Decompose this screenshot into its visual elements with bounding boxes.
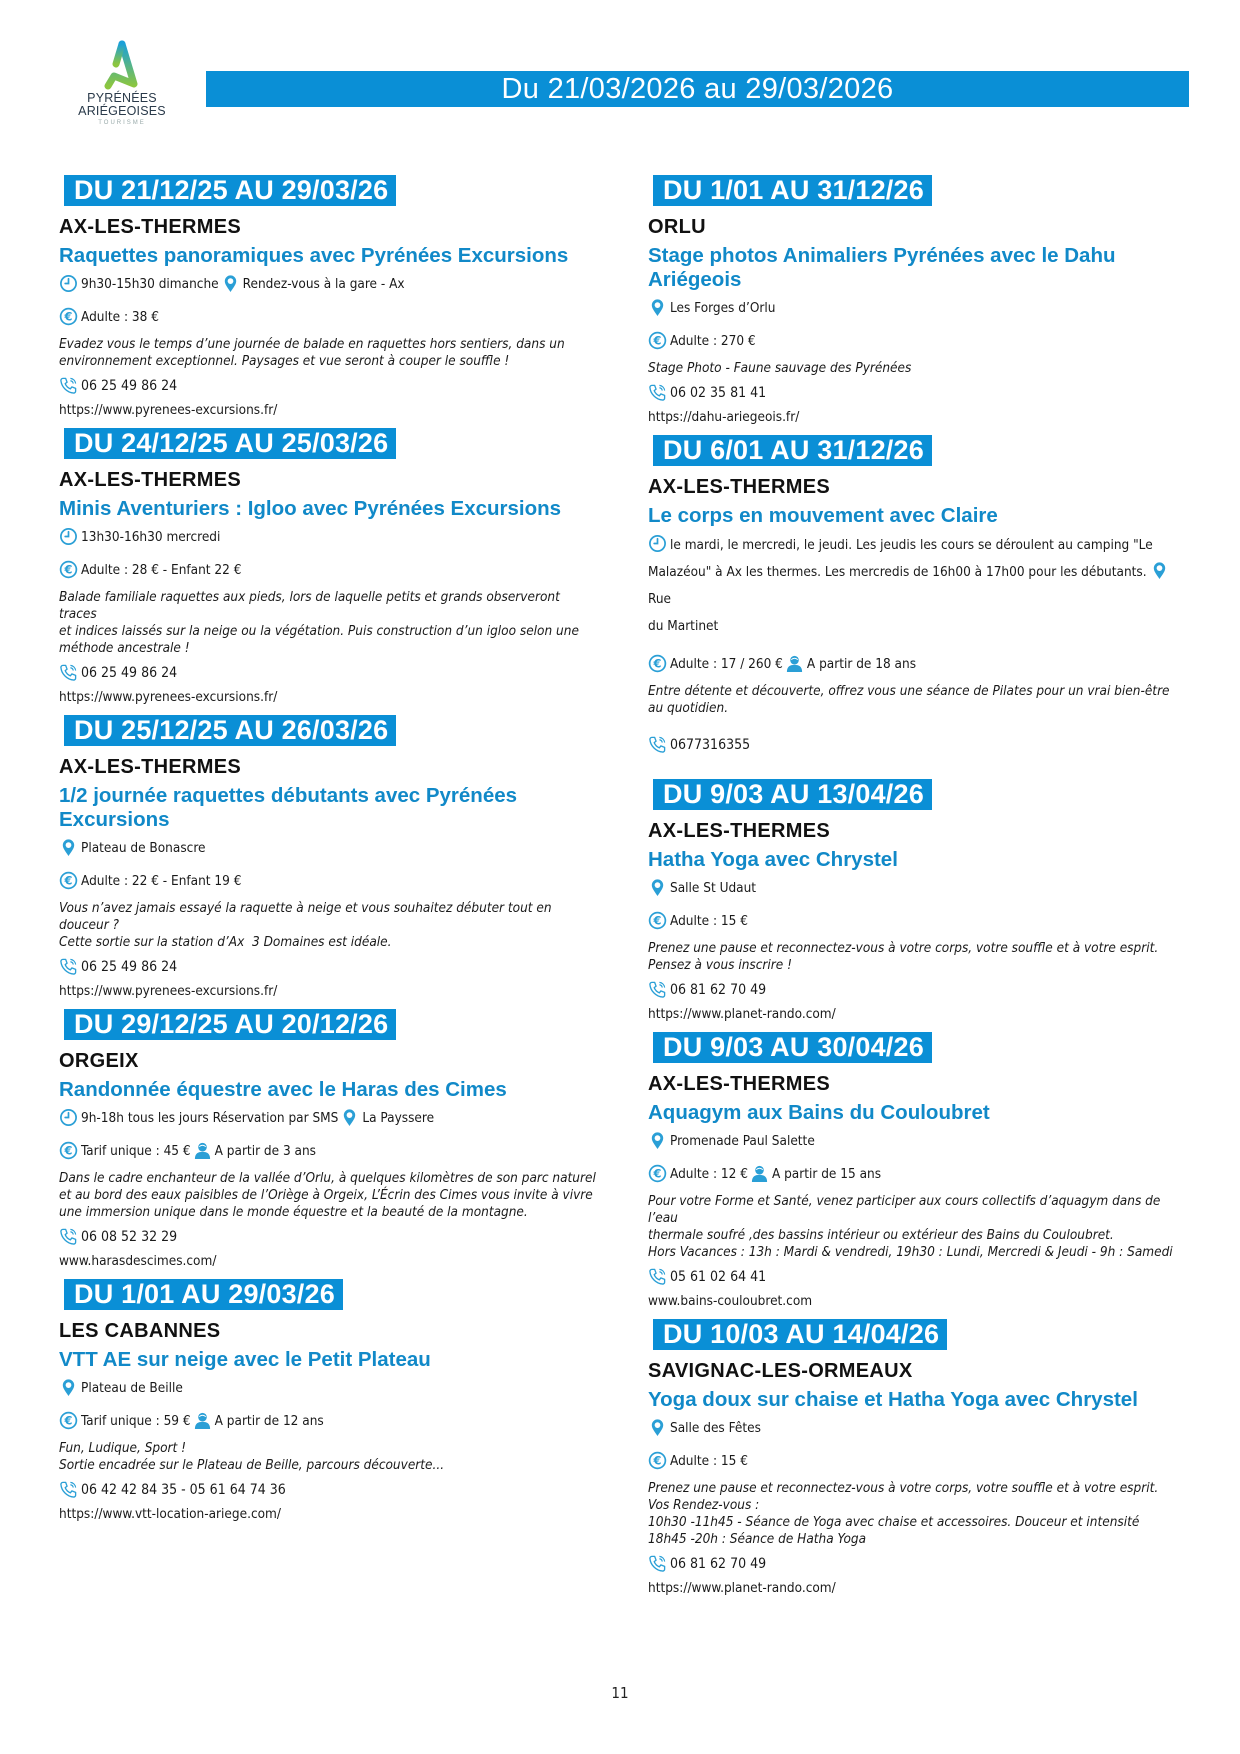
description-line: 18h45 -20h : Séance de Hatha Yoga	[648, 1531, 867, 1547]
price-text: Tarif unique : 59 €	[81, 1412, 191, 1429]
event-price-line	[59, 1411, 599, 1430]
event-description	[648, 940, 1193, 974]
euro-icon	[648, 1451, 667, 1470]
description-line: Stage Photo - Faune sauvage des Pyrénées	[648, 360, 912, 376]
description-line: Vos Rendez-vous :	[648, 1497, 760, 1513]
event-website-link[interactable]: www.harasdescimes.com/	[59, 1253, 217, 1269]
event-price-line	[59, 871, 599, 890]
event-price-line	[648, 1451, 1193, 1470]
event-date-badge: DU 6/01 AU 31/12/26	[653, 435, 932, 466]
description-line: au quotidien.	[648, 700, 729, 716]
event-info-line	[59, 1378, 599, 1397]
location-pin-icon	[59, 1378, 78, 1397]
event-date-badge: DU 9/03 AU 13/04/26	[653, 779, 932, 810]
price-text: Adulte : 270 €	[670, 332, 756, 349]
info-segment	[648, 1418, 761, 1437]
event-description	[59, 1170, 599, 1221]
age-requirement	[193, 1141, 316, 1160]
age-requirement	[750, 1164, 881, 1183]
event-phone[interactable]	[648, 1554, 1193, 1573]
event-card	[59, 175, 599, 419]
event-price-line	[59, 307, 599, 326]
event-phone[interactable]	[648, 980, 1193, 999]
price	[59, 560, 241, 579]
event-price-line	[648, 654, 1193, 673]
description-line: 10h30 -11h45 - Séance de Yoga avec chaise et accessoires. Douceur et intensité	[648, 1514, 1140, 1530]
event-info-line	[59, 274, 599, 293]
svg-text:€: €	[64, 1143, 73, 1158]
event-town: AX-LES-THERMES	[59, 756, 241, 778]
info-text: 9h30-15h30 dimanche	[81, 275, 219, 292]
person-icon	[750, 1164, 769, 1183]
event-website-link[interactable]: https://www.planet-rando.com/	[648, 1006, 836, 1022]
description-line: Dans le cadre enchanteur de la vallée d’Orlu, à quelques kilomètres de son parc naturel	[59, 1170, 596, 1186]
euro-icon	[648, 911, 667, 930]
price	[59, 307, 159, 326]
info-segment	[59, 838, 206, 857]
event-website-link[interactable]: www.bains-couloubret.com	[648, 1293, 813, 1309]
event-price-line	[648, 911, 1193, 930]
event-title[interactable]: Stage photos Animaliers Pyrénées avec le Dahu Ariégeois	[648, 244, 1116, 291]
event-title[interactable]: 1/2 journée raquettes débutants avec Pyrénées Excursions	[59, 784, 518, 831]
event-description	[59, 336, 599, 370]
event-info-line	[59, 1108, 599, 1127]
phone-number[interactable]: 06 42 42 84 35 - 05 61 64 74 36	[81, 1481, 286, 1498]
description-line: Sortie encadrée sur le Plateau de Beille, parcours découverte...	[59, 1457, 445, 1473]
event-card	[59, 428, 599, 706]
price	[59, 1141, 191, 1160]
event-town: ORLU	[648, 216, 706, 238]
euro-icon	[648, 1164, 667, 1183]
clock-icon	[648, 534, 667, 553]
event-website-link[interactable]: https://www.pyrenees-excursions.fr/	[59, 402, 278, 418]
price-text: Adulte : 15 €	[670, 1452, 748, 1469]
svg-text:€: €	[653, 1166, 662, 1181]
event-description	[59, 589, 599, 657]
event-title[interactable]: Yoga doux sur chaise et Hatha Yoga avec Chrystel	[648, 1388, 1138, 1411]
event-town: AX-LES-THERMES	[59, 216, 241, 238]
event-description	[648, 360, 1193, 377]
euro-icon	[648, 654, 667, 673]
price	[648, 654, 783, 673]
event-phone[interactable]	[648, 383, 1193, 402]
page-number: 11	[611, 1684, 629, 1702]
price	[59, 1411, 191, 1430]
event-title[interactable]: Hatha Yoga avec Chrystel	[648, 848, 898, 871]
price-text: A partir de 12 ans	[214, 1412, 324, 1429]
info-text: 13h30-16h30 mercredi	[81, 528, 221, 545]
event-date-badge: DU 1/01 AU 31/12/26	[653, 175, 932, 206]
location-pin-icon	[648, 878, 667, 897]
description-line: méthode ancestrale !	[59, 640, 190, 656]
event-website-link[interactable]: https://www.vtt-location-ariege.com/	[59, 1506, 281, 1522]
location-pin-icon	[648, 298, 667, 317]
phone-number[interactable]: 05 61 02 64 41	[670, 1268, 767, 1285]
schedule-text: le mardi, le mercredi, le jeudi. Les jeudis les cours se déroulent au camping "Le	[670, 537, 1153, 553]
event-phone[interactable]	[648, 735, 1193, 754]
event-info-line	[648, 1418, 1193, 1437]
person-icon	[193, 1411, 212, 1430]
info-segment	[340, 1108, 434, 1127]
event-date-badge: DU 1/01 AU 29/03/26	[64, 1279, 343, 1310]
info-segment	[59, 1378, 183, 1397]
event-title[interactable]: Randonnée équestre avec le Haras des Cimes	[59, 1078, 507, 1101]
price	[648, 1164, 748, 1183]
info-text: La Payssere	[362, 1109, 435, 1126]
price	[59, 871, 241, 890]
location-pin-icon	[648, 1418, 667, 1437]
description-line: Prenez une pause et reconnectez-vous à votre corps, votre souffle et à votre esprit.	[648, 1480, 1159, 1496]
euro-icon	[59, 1411, 78, 1430]
location-pin-icon	[221, 274, 240, 293]
description-line: Pensez à vous inscrire !	[648, 957, 792, 973]
description-line: et indices laissés sur la neige ou la végétation. Puis construction d’un igloo selon une	[59, 623, 579, 639]
location-pin-icon	[1150, 561, 1169, 580]
svg-text:€: €	[64, 873, 73, 888]
info-text: 9h-18h tous les jours Réservation par SMS	[81, 1109, 339, 1126]
event-price-line	[59, 560, 599, 579]
price-text: Adulte : 28 € - Enfant 22 €	[81, 561, 242, 578]
price	[648, 331, 756, 350]
description-line: Cette sortie sur la station d’Ax 3 Domaines est idéale.	[59, 934, 392, 950]
event-town: AX-LES-THERMES	[648, 820, 830, 842]
event-title[interactable]: Le corps en mouvement avec Claire	[648, 504, 998, 527]
event-info-line	[648, 878, 1193, 897]
event-info-line	[648, 1131, 1193, 1150]
info-segment	[59, 274, 219, 293]
description-line: Entre détente et découverte, offrez vous une séance de Pilates pour un vrai bien-être	[648, 683, 1170, 699]
event-card	[648, 1319, 1193, 1597]
event-phone[interactable]	[59, 663, 599, 682]
event-date-badge: DU 10/03 AU 14/04/26	[653, 1319, 947, 1350]
description-line: thermale soufré ,des bassins intérieur ou extérieur des Bains du Couloubret.	[648, 1227, 1114, 1243]
phone-number[interactable]: 0677316355	[670, 736, 751, 753]
event-description	[59, 900, 599, 951]
phone-icon	[648, 735, 667, 754]
schedule-text: Rue	[648, 591, 672, 607]
event-info-line	[648, 298, 1193, 317]
event-date-badge: DU 21/12/25 AU 29/03/26	[64, 175, 396, 206]
svg-text:€: €	[653, 333, 662, 348]
event-description	[648, 1480, 1193, 1548]
price	[648, 1451, 748, 1470]
spacer	[648, 760, 1193, 770]
description-line: Pour votre Forme et Santé, venez participer aux cours collectifs d’aquagym dans de l’eau	[648, 1193, 1165, 1226]
event-description	[648, 683, 1193, 717]
event-info-line	[59, 838, 599, 857]
phone-icon	[59, 957, 78, 976]
event-card	[59, 1279, 599, 1523]
price-text: Adulte : 12 €	[670, 1165, 748, 1182]
phone-icon	[59, 663, 78, 682]
phone-icon	[648, 383, 667, 402]
event-website-link[interactable]: https://dahu-ariegeois.fr/	[648, 409, 800, 425]
clock-icon	[59, 274, 78, 293]
event-info-line	[59, 527, 599, 546]
event-phone[interactable]	[648, 1267, 1193, 1286]
price-text: A partir de 18 ans	[806, 655, 917, 672]
price-text: Adulte : 22 € - Enfant 19 €	[81, 872, 242, 889]
phone-number[interactable]: 06 81 62 70 49	[670, 1555, 767, 1572]
event-title[interactable]: Aquagym aux Bains du Couloubret	[648, 1101, 990, 1124]
location-pin-icon	[59, 838, 78, 857]
phone-icon	[59, 376, 78, 395]
description-line: Balade familiale raquettes aux pieds, lors de laquelle petits et grands observeront traces	[59, 589, 564, 622]
event-date-badge: DU 25/12/25 AU 26/03/26	[64, 715, 396, 746]
description-line: environnement exceptionnel. Paysages et vue seront à couper le souffle !	[59, 353, 510, 369]
info-segment	[648, 1131, 815, 1150]
event-town: AX-LES-THERMES	[648, 1073, 830, 1095]
price	[648, 911, 748, 930]
svg-text:€: €	[653, 1453, 662, 1468]
euro-icon	[59, 560, 78, 579]
clock-icon	[59, 527, 78, 546]
phone-number[interactable]: 06 81 62 70 49	[670, 981, 767, 998]
event-card	[59, 715, 599, 1000]
event-card	[648, 175, 1193, 426]
event-description	[59, 1440, 599, 1474]
info-segment	[648, 878, 756, 897]
right-column	[648, 175, 1193, 1606]
info-text: Plateau de Beille	[81, 1379, 183, 1396]
event-town: AX-LES-THERMES	[59, 469, 241, 491]
price-text: Tarif unique : 45 €	[81, 1142, 191, 1159]
schedule-text: Malazéou" à Ax les thermes. Les mercredis de 16h00 à 17h00 pour les débutants.	[648, 564, 1147, 580]
phone-number[interactable]: 06 08 52 32 29	[81, 1228, 178, 1245]
euro-icon	[59, 1141, 78, 1160]
event-card	[59, 1009, 599, 1270]
event-town: LES CABANNES	[59, 1320, 221, 1342]
phone-number[interactable]: 06 25 49 86 24	[81, 664, 178, 681]
event-price-line	[648, 331, 1193, 350]
event-phone[interactable]	[59, 1227, 599, 1246]
info-text: Promenade Paul Salette	[670, 1132, 815, 1149]
info-text: Salle des Fêtes	[670, 1419, 761, 1436]
event-phone[interactable]	[59, 376, 599, 395]
event-title[interactable]: VTT AE sur neige avec le Petit Plateau	[59, 1348, 431, 1371]
phone-icon	[59, 1480, 78, 1499]
event-card	[648, 779, 1193, 1023]
age-requirement	[193, 1411, 324, 1430]
info-segment	[221, 274, 405, 293]
event-description	[648, 1193, 1193, 1261]
logo-line-2: ARIÉGEOISES	[78, 104, 166, 118]
event-card	[648, 435, 1193, 770]
event-title[interactable]: Minis Aventuriers : Igloo avec Pyrénées Excursions	[59, 497, 562, 520]
event-date-badge: DU 24/12/25 AU 25/03/26	[64, 428, 396, 459]
description-line: une immersion unique dans le monde équestre et la beauté de la montagne.	[59, 1204, 528, 1220]
event-schedule	[648, 532, 1193, 640]
clock-icon	[59, 1108, 78, 1127]
phone-icon	[59, 1227, 78, 1246]
event-website-link[interactable]: https://www.planet-rando.com/	[648, 1580, 836, 1596]
phone-icon	[648, 1554, 667, 1573]
description-line: Prenez une pause et reconnectez-vous à votre corps, votre souffle et à votre esprit.	[648, 940, 1159, 956]
price-text: Adulte : 38 €	[81, 308, 159, 325]
event-website-link[interactable]: https://www.pyrenees-excursions.fr/	[59, 983, 278, 999]
logo-line-1: PYRÉNÉES	[87, 91, 157, 105]
description-line: Evadez vous le temps d’une journée de balade en raquettes hors sentiers, dans un	[59, 336, 565, 352]
info-text: Rendez-vous à la gare - Ax	[242, 275, 405, 292]
event-town: ORGEIX	[59, 1050, 139, 1072]
age-requirement	[785, 654, 916, 673]
description-line: Vous n’avez jamais essayé la raquette à neige et vous souhaitez débuter tout en douceur ?	[59, 900, 556, 933]
description-line: Fun, Ludique, Sport !	[59, 1440, 187, 1456]
person-icon	[193, 1141, 212, 1160]
info-text: Les Forges d’Orlu	[670, 299, 776, 316]
event-phone[interactable]	[59, 1480, 599, 1499]
svg-text:€: €	[653, 656, 662, 671]
phone-icon	[648, 980, 667, 999]
event-date-badge: DU 9/03 AU 30/04/26	[653, 1032, 932, 1063]
price-text: Adulte : 15 €	[670, 912, 748, 929]
svg-text:€: €	[64, 309, 73, 324]
location-pin-icon	[648, 1131, 667, 1150]
event-town: AX-LES-THERMES	[648, 476, 830, 498]
info-segment	[59, 1108, 338, 1127]
left-column	[59, 175, 599, 1532]
info-segment	[648, 298, 775, 317]
phone-number[interactable]: 06 02 35 81 41	[670, 384, 767, 401]
euro-icon	[648, 331, 667, 350]
event-website-link[interactable]: https://www.pyrenees-excursions.fr/	[59, 689, 278, 705]
location-pin-icon	[340, 1108, 359, 1127]
phone-number[interactable]: 06 25 49 86 24	[81, 958, 178, 975]
euro-icon	[59, 307, 78, 326]
phone-number[interactable]: 06 25 49 86 24	[81, 377, 178, 394]
person-icon	[785, 654, 804, 673]
info-segment	[59, 527, 220, 546]
logo-line-3: TOURISME	[98, 120, 146, 126]
svg-text:€: €	[64, 1413, 73, 1428]
price-text: A partir de 3 ans	[214, 1142, 317, 1159]
logo	[72, 40, 172, 126]
price-text: A partir de 15 ans	[771, 1165, 882, 1182]
euro-icon	[59, 871, 78, 890]
event-date-badge: DU 29/12/25 AU 20/12/26	[64, 1009, 396, 1040]
info-text: Plateau de Bonascre	[81, 839, 206, 856]
info-text: Salle St Udaut	[670, 879, 757, 896]
event-price-line	[59, 1141, 599, 1160]
description-line: Hors Vacances : 13h : Mardi & vendredi, 19h30 : Lundi, Mercredi & Jeudi - 9h : Samedi	[648, 1244, 1173, 1260]
price-text: Adulte : 17 / 260 €	[670, 655, 783, 672]
description-line: et au bord des eaux paisibles de l’Oriège à Orgeix, L’Écrin des Cimes vous invite à vivre	[59, 1187, 593, 1203]
phone-icon	[648, 1267, 667, 1286]
event-phone[interactable]	[59, 957, 599, 976]
event-town: SAVIGNAC-LES-ORMEAUX	[648, 1360, 913, 1382]
schedule-text: du Martinet	[648, 618, 719, 634]
header-date-range: Du 21/03/2026 au 29/03/2026	[206, 71, 1189, 107]
event-title[interactable]: Raquettes panoramiques avec Pyrénées Excursions	[59, 244, 569, 267]
svg-text:€: €	[64, 562, 73, 577]
svg-text:€: €	[653, 913, 662, 928]
event-price-line	[648, 1164, 1193, 1183]
pyrenees-ariegeoises-logo-icon	[100, 40, 144, 92]
event-card	[648, 1032, 1193, 1310]
